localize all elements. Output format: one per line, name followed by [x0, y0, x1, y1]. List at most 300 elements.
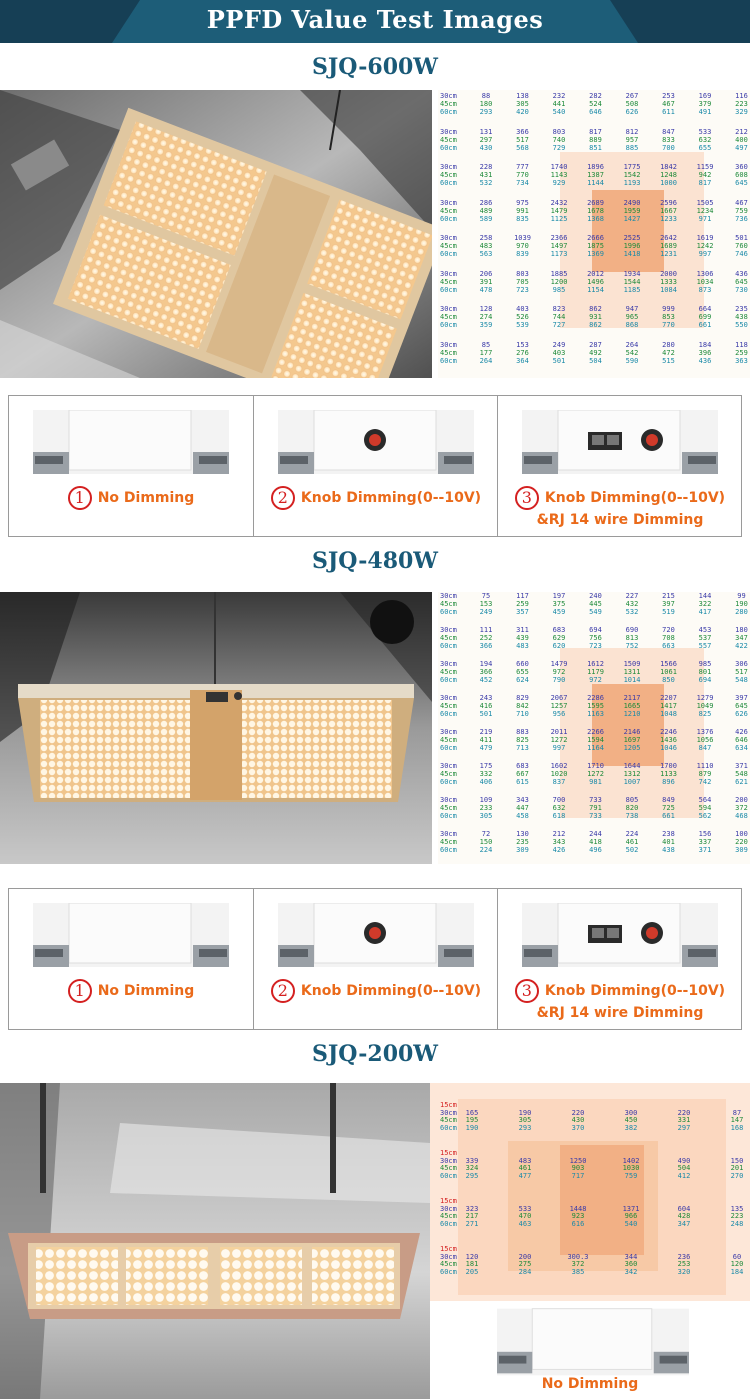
- ppfd-value: 710: [516, 710, 529, 718]
- ppfd-value: 463: [518, 1219, 532, 1228]
- ppfd-value: 889: [589, 135, 602, 144]
- ppfd-value: 344: [624, 1252, 638, 1261]
- depth-label: 45cm: [440, 1116, 457, 1124]
- ppfd-value: 805: [625, 796, 639, 804]
- ppfd-value: 620: [552, 642, 566, 650]
- depth-label: 45cm: [440, 668, 457, 676]
- ppfd-value: 850: [662, 676, 675, 684]
- ppfd-value: 1665: [623, 702, 641, 710]
- ppfd-value: 1084: [660, 285, 677, 294]
- ppfd-value: 517: [735, 668, 748, 676]
- ppfd-value: 694: [589, 626, 602, 634]
- ppfd-value: 842: [516, 702, 529, 710]
- dimming-label-text: No Dimming: [97, 490, 195, 506]
- ppfd-value: 1644: [623, 762, 641, 770]
- ppfd-value: 436: [698, 356, 712, 365]
- ppfd-value: 851: [589, 143, 602, 152]
- ppfd-value: 1000: [660, 179, 677, 187]
- depth-label: 45cm: [440, 277, 457, 286]
- ppfd-value: 1566: [660, 660, 677, 668]
- ppfd-value: 306: [735, 660, 748, 668]
- dimming-label: [9, 979, 253, 1003]
- ppfd-value: 847: [698, 744, 712, 752]
- ppfd-value: 252: [479, 634, 493, 642]
- ppfd-value: 981: [589, 778, 602, 786]
- ppfd-value: 331: [677, 1116, 691, 1124]
- ppfd-value: 412: [677, 1171, 691, 1180]
- ppfd-value: 168: [730, 1123, 744, 1132]
- ppfd-value: 1311: [623, 668, 641, 676]
- ppfd-value: 1376: [696, 728, 714, 736]
- ppfd-value: 1061: [660, 668, 677, 676]
- ppfd-value: 972: [589, 676, 602, 684]
- ppfd-value: 1193: [623, 179, 641, 187]
- ppfd-value: 293: [479, 108, 493, 116]
- depth-label: 45cm: [440, 804, 457, 812]
- ppfd-value: 1257: [550, 702, 568, 710]
- ppfd-value: 539: [516, 321, 529, 329]
- ppfd-value: 128: [479, 305, 493, 313]
- ppfd-value: 343: [552, 838, 566, 846]
- ppfd-value: 1048: [660, 710, 677, 718]
- ppfd-value: 526: [516, 313, 529, 321]
- ppfd-value: 467: [735, 198, 748, 207]
- ppfd-value: 985: [698, 660, 712, 668]
- ppfd-value: 200: [518, 1252, 532, 1261]
- ppfd-value: 1210: [623, 710, 641, 718]
- depth-label: 15cm: [440, 1101, 457, 1109]
- ppfd-value: 371: [735, 762, 748, 770]
- ppfd-value: 817: [698, 179, 712, 187]
- ppfd-value: 360: [735, 163, 748, 171]
- ppfd-value: 220: [571, 1108, 585, 1117]
- ppfd-value: 233: [479, 804, 493, 812]
- ppfd-value: 853: [662, 313, 675, 321]
- ppfd-value: 1594: [587, 736, 604, 744]
- ppfd-value: 496: [589, 846, 602, 854]
- ppfd-value: 835: [516, 214, 529, 223]
- ppfd-value: 664: [698, 305, 712, 313]
- ppfd-value: 156: [698, 830, 712, 838]
- ppfd-value: 461: [518, 1164, 532, 1172]
- ppfd-value: 746: [735, 250, 748, 258]
- ppfd-value: 1179: [587, 668, 604, 676]
- ppfd-value: 752: [625, 642, 639, 650]
- ppfd-value: 2011: [550, 728, 568, 736]
- ppfd-value: 305: [479, 812, 493, 820]
- ppfd-value: 329: [735, 108, 748, 116]
- ppfd-value: 227: [625, 592, 639, 600]
- ppfd-value: 646: [735, 736, 748, 744]
- ppfd-value: 1279: [696, 694, 714, 702]
- ppfd-value: 972: [552, 668, 566, 676]
- ppfd-value: 985: [552, 285, 566, 294]
- ppfd-value: 406: [479, 778, 493, 786]
- ppfd-value: 515: [662, 356, 675, 365]
- ppfd-value: 744: [552, 313, 566, 321]
- device-end-view: [522, 903, 718, 967]
- number-badge: 3: [515, 979, 539, 1003]
- ppfd-value: 366: [479, 642, 493, 650]
- ppfd-value: 1234: [696, 206, 714, 215]
- ppfd-value: 562: [698, 812, 712, 820]
- ppfd-value: 626: [735, 710, 748, 718]
- ppfd-value: 1700: [660, 762, 677, 770]
- ppfd-value: 971: [698, 214, 712, 223]
- ppfd-value: 1233: [660, 214, 677, 223]
- ppfd-value: 645: [735, 277, 748, 286]
- ppfd-value: 347: [677, 1219, 691, 1228]
- ppfd-value: 540: [624, 1219, 638, 1228]
- ppfd-value: 621: [735, 778, 748, 786]
- ppfd-value: 264: [625, 340, 639, 349]
- ppfd-value: 116: [735, 92, 748, 100]
- ppfd-value: 862: [589, 321, 602, 329]
- dimming-label: [9, 486, 253, 510]
- ppfd-value: 461: [625, 838, 639, 846]
- ppfd-value: 372: [735, 804, 748, 812]
- dimming-label-line2: &RJ 14 wire Dimming: [536, 1005, 704, 1021]
- ppfd-value: 366: [516, 127, 529, 136]
- ppfd-value: 756: [589, 634, 602, 642]
- ppfd-value: 422: [735, 642, 748, 650]
- ppfd-value: 438: [662, 846, 675, 854]
- ppfd-value: 1020: [550, 770, 568, 778]
- ppfd-value: 803: [552, 127, 566, 136]
- depth-label: 45cm: [440, 348, 457, 357]
- ppfd-value: 550: [735, 321, 748, 329]
- ppfd-value: 1595: [587, 702, 604, 710]
- ppfd-value: 663: [662, 642, 675, 650]
- ppfd-value: 590: [625, 356, 639, 365]
- ppfd-value: 238: [662, 830, 675, 838]
- ppfd-value: 589: [479, 214, 493, 223]
- depth-label: 30cm: [440, 796, 457, 804]
- ppfd-value: 297: [677, 1123, 691, 1132]
- ppfd-value: 200: [735, 796, 748, 804]
- ppfd-value: 418: [589, 838, 602, 846]
- ppfd-value: 1509: [623, 660, 641, 668]
- ppfd-value: 375: [552, 600, 566, 608]
- ppfd-value: 839: [516, 250, 529, 258]
- ppfd-value: 497: [735, 143, 748, 152]
- depth-label: 30cm: [440, 762, 457, 770]
- ppfd-value: 1159: [696, 163, 714, 171]
- ppfd-value: 224: [625, 830, 639, 838]
- ppfd-value: 363: [735, 356, 748, 365]
- dimming-label: [498, 486, 742, 530]
- ppfd-value: 632: [698, 135, 712, 144]
- ppfd-value: 1154: [587, 285, 604, 294]
- ppfd-value: 760: [735, 242, 748, 250]
- depth-label: 60cm: [440, 1219, 457, 1228]
- ppfd-value: 727: [552, 321, 566, 329]
- depth-label: 30cm: [440, 234, 457, 242]
- ppfd-value: 965: [625, 313, 639, 321]
- light-photo-600w: [0, 90, 432, 378]
- number-badge: 2: [271, 979, 295, 1003]
- ppfd-value: 382: [624, 1123, 638, 1132]
- dimming-option-1: [9, 889, 253, 1029]
- depth-label: 60cm: [440, 1267, 457, 1276]
- ppfd-value: 300.3: [567, 1252, 589, 1261]
- ppfd-value: 297: [479, 135, 493, 144]
- ppfd-value: 812: [625, 127, 639, 136]
- ppfd-value: 1272: [550, 736, 568, 744]
- depth-label: 30cm: [440, 830, 457, 838]
- ppfd-value: 862: [589, 305, 602, 313]
- ppfd-value: 2246: [660, 728, 677, 736]
- ppfd-value: 417: [698, 608, 712, 616]
- ppfd-value: 135: [730, 1204, 744, 1213]
- depth-label: 45cm: [440, 206, 457, 215]
- ppfd-value: 661: [662, 812, 675, 820]
- ppfd-value: 504: [677, 1164, 691, 1172]
- device-end-view: [522, 410, 718, 474]
- depth-label: 45cm: [440, 171, 457, 179]
- depth-label: 45cm: [440, 135, 457, 144]
- ppfd-value: 322: [698, 600, 712, 608]
- ppfd-value: 790: [552, 676, 566, 684]
- ppfd-value: 624: [516, 676, 529, 684]
- ppfd-value: 1959: [623, 206, 641, 215]
- ppfd-value: 2432: [550, 198, 568, 207]
- ppfd-value: 791: [589, 804, 602, 812]
- ppfd-value: 645: [735, 179, 748, 187]
- ppfd-value: 205: [465, 1267, 479, 1276]
- ppfd-value: 1667: [660, 206, 677, 215]
- ppfd-value: 184: [730, 1267, 744, 1276]
- ppfd-value: 220: [677, 1108, 691, 1117]
- ppfd-value: 275: [518, 1260, 532, 1268]
- ppfd-value: 700: [552, 796, 566, 804]
- ppfd-value: 253: [677, 1260, 691, 1268]
- ppfd-value: 1619: [696, 234, 714, 242]
- ppfd-value: 2012: [587, 269, 604, 278]
- ppfd-value: 99: [737, 592, 746, 600]
- header-banner: [0, 0, 750, 43]
- ppfd-value: 594: [698, 804, 712, 812]
- ppfd-value: 548: [735, 676, 748, 684]
- ppfd-value: 144: [698, 592, 712, 600]
- ppfd-value: 2067: [550, 694, 568, 702]
- ppfd-value: 403: [516, 305, 529, 313]
- ppfd-value: 533: [698, 127, 712, 136]
- light-photo-480w: [0, 592, 432, 864]
- depth-label: 30cm: [440, 305, 457, 313]
- ppfd-value: 1133: [660, 770, 677, 778]
- ppfd-value: 1934: [623, 269, 641, 278]
- ppfd-value: 483: [518, 1156, 532, 1165]
- ppfd-value: 1272: [587, 770, 604, 778]
- ppfd-value: 632: [552, 804, 566, 812]
- ppfd-value: 849: [662, 796, 675, 804]
- ppfd-value: 267: [625, 92, 639, 100]
- ppfd-value: 153: [516, 340, 529, 349]
- ppfd-value: 991: [516, 206, 529, 215]
- ppfd-value: 629: [552, 634, 566, 642]
- ppfd-value: 117: [516, 592, 529, 600]
- dimming-label: [498, 979, 742, 1023]
- ppfd-value: 736: [735, 214, 748, 223]
- ppfd-value: 2000: [660, 269, 677, 278]
- ppfd-value: 1034: [696, 277, 714, 286]
- ppfd-value: 1368: [587, 214, 604, 223]
- ppfd-value: 472: [662, 348, 675, 357]
- ppfd-value: 1842: [660, 163, 677, 171]
- ppfd-value: 690: [625, 626, 639, 634]
- ppfd-value: 699: [698, 313, 712, 321]
- ppfd-value: 1402: [622, 1156, 640, 1165]
- depth-label: 60cm: [440, 143, 457, 152]
- light-photo-200w: [0, 1083, 430, 1399]
- ppfd-value: 759: [735, 206, 748, 215]
- depth-label: 45cm: [440, 242, 457, 250]
- ppfd-value: 180: [735, 626, 748, 634]
- ppfd-value: 1248: [660, 171, 677, 179]
- ppfd-value: 1242: [696, 242, 714, 250]
- ppfd-value: 1448: [569, 1204, 587, 1213]
- ppfd-value: 385: [571, 1267, 585, 1276]
- ppfd-value: 201: [730, 1164, 744, 1172]
- depth-label: 30cm: [440, 340, 457, 349]
- ppfd-value: 2117: [623, 694, 641, 702]
- ppfd-value: 194: [479, 660, 493, 668]
- ppfd-value: 1479: [550, 660, 568, 668]
- number-badge: 1: [68, 979, 92, 1003]
- page-title: PPFD Value Test Images: [206, 5, 544, 34]
- ppfd-value: 817: [589, 127, 602, 136]
- depth-label: 60cm: [440, 321, 457, 329]
- ppfd-value: 1417: [660, 702, 677, 710]
- depth-label: 60cm: [440, 250, 457, 258]
- device-end-view: [278, 410, 474, 474]
- ppfd-value: 929: [552, 179, 566, 187]
- ppfd-value: 847: [662, 127, 675, 136]
- ppfd-value: 371: [698, 846, 712, 854]
- ppfd-value: 287: [589, 340, 602, 349]
- ppfd-value: 813: [625, 634, 639, 642]
- ppfd-value: 504: [589, 356, 602, 365]
- ppfd-value: 215: [662, 592, 675, 600]
- ppfd-value: 236: [677, 1252, 691, 1261]
- ppfd-value: 970: [516, 242, 529, 250]
- depth-label: 30cm: [440, 1108, 457, 1117]
- ppfd-value: 431: [479, 171, 493, 179]
- ppfd-value: 372: [571, 1260, 585, 1268]
- ppfd-value: 833: [662, 135, 675, 144]
- ppfd-value: 733: [589, 796, 602, 804]
- ppfd-value: 604: [677, 1204, 691, 1213]
- ppfd-value: 1143: [550, 171, 568, 179]
- ppfd-value: 320: [677, 1267, 691, 1276]
- ppfd-value: 339: [465, 1156, 479, 1165]
- depth-label: 45cm: [440, 600, 457, 608]
- depth-label: 60cm: [440, 846, 457, 854]
- ppfd-value: 564: [698, 796, 712, 804]
- ppfd-value: 416: [479, 702, 493, 710]
- ppfd-value: 243: [479, 694, 493, 702]
- ppfd-value: 224: [479, 846, 493, 854]
- ppfd-value: 364: [516, 356, 529, 365]
- dimming-options-480w: [8, 888, 742, 1030]
- ppfd-value: 359: [479, 321, 493, 329]
- ppfd-value: 426: [552, 846, 566, 854]
- ppfd-value: 2642: [660, 234, 677, 242]
- ppfd-value: 244: [589, 830, 602, 838]
- ppfd-value: 837: [552, 778, 566, 786]
- ppfd-value: 1205: [623, 744, 641, 752]
- depth-label: 45cm: [440, 702, 457, 710]
- depth-label: 15cm: [440, 1197, 457, 1205]
- ppfd-value: 175: [479, 762, 493, 770]
- ppfd-value: 249: [479, 608, 493, 616]
- ppfd-value: 618: [552, 812, 566, 820]
- ppfd-value: 502: [625, 846, 639, 854]
- ppfd-value: 734: [516, 179, 529, 187]
- ppfd-value: 557: [698, 642, 712, 650]
- ppfd-value: 868: [625, 321, 639, 329]
- ppfd-value: 634: [735, 744, 748, 752]
- depth-label: 45cm: [440, 1164, 457, 1172]
- dimming-options-600w: [8, 395, 742, 537]
- dimming-label-text: Knob Dimming(0--10V): [544, 983, 726, 999]
- ppfd-value: 1427: [623, 214, 641, 223]
- ppfd-value: 825: [516, 736, 529, 744]
- ppfd-value: 219: [479, 728, 493, 736]
- ppfd-value: 240: [589, 592, 602, 600]
- ppfd-value: 223: [735, 100, 748, 108]
- ppfd-value: 1007: [623, 778, 641, 786]
- ppfd-value: 150: [730, 1156, 744, 1165]
- ppfd-value: 1125: [550, 214, 568, 223]
- ppfd-value: 190: [465, 1123, 479, 1132]
- depth-label: 45cm: [440, 1260, 457, 1268]
- ppfd-value: 75: [481, 592, 491, 600]
- depth-label: 60cm: [440, 356, 457, 365]
- ppfd-value: 282: [589, 92, 602, 100]
- ppfd-value: 206: [479, 269, 493, 278]
- ppfd-value: 1014: [623, 676, 641, 684]
- ppfd-value: 2366: [550, 234, 568, 242]
- ppfd-value: 228: [479, 163, 493, 171]
- ppfd-value: 645: [735, 702, 748, 710]
- ppfd-value: 300: [624, 1108, 638, 1117]
- ppfd-value: 357: [516, 608, 529, 616]
- ppfd-value: 332: [479, 770, 493, 778]
- ppfd-value: 770: [516, 171, 529, 179]
- ppfd-value: 366: [479, 668, 493, 676]
- dimming-option-2: [253, 396, 497, 536]
- ppfd-value: 829: [516, 694, 529, 702]
- depth-label: 45cm: [440, 100, 457, 108]
- ppfd-value: 401: [662, 838, 675, 846]
- ppfd-value: 490: [677, 1156, 691, 1165]
- ppfd-value: 253: [662, 92, 675, 100]
- dimming-label-text: Knob Dimming(0--10V): [544, 490, 726, 506]
- ppfd-value: 729: [552, 143, 566, 152]
- ppfd-value: 445: [589, 600, 602, 608]
- ppfd-value: 700: [662, 143, 675, 152]
- depth-label: 60cm: [440, 214, 457, 223]
- dimming-option-1: [9, 396, 253, 536]
- ppfd-value: 1497: [550, 242, 568, 250]
- ppfd-value: 1479: [550, 206, 568, 215]
- ppfd-value: 184: [698, 340, 712, 349]
- ppfd-value: 452: [479, 676, 493, 684]
- ppfd-value: 997: [698, 250, 712, 258]
- ppfd-value: 1710: [587, 762, 604, 770]
